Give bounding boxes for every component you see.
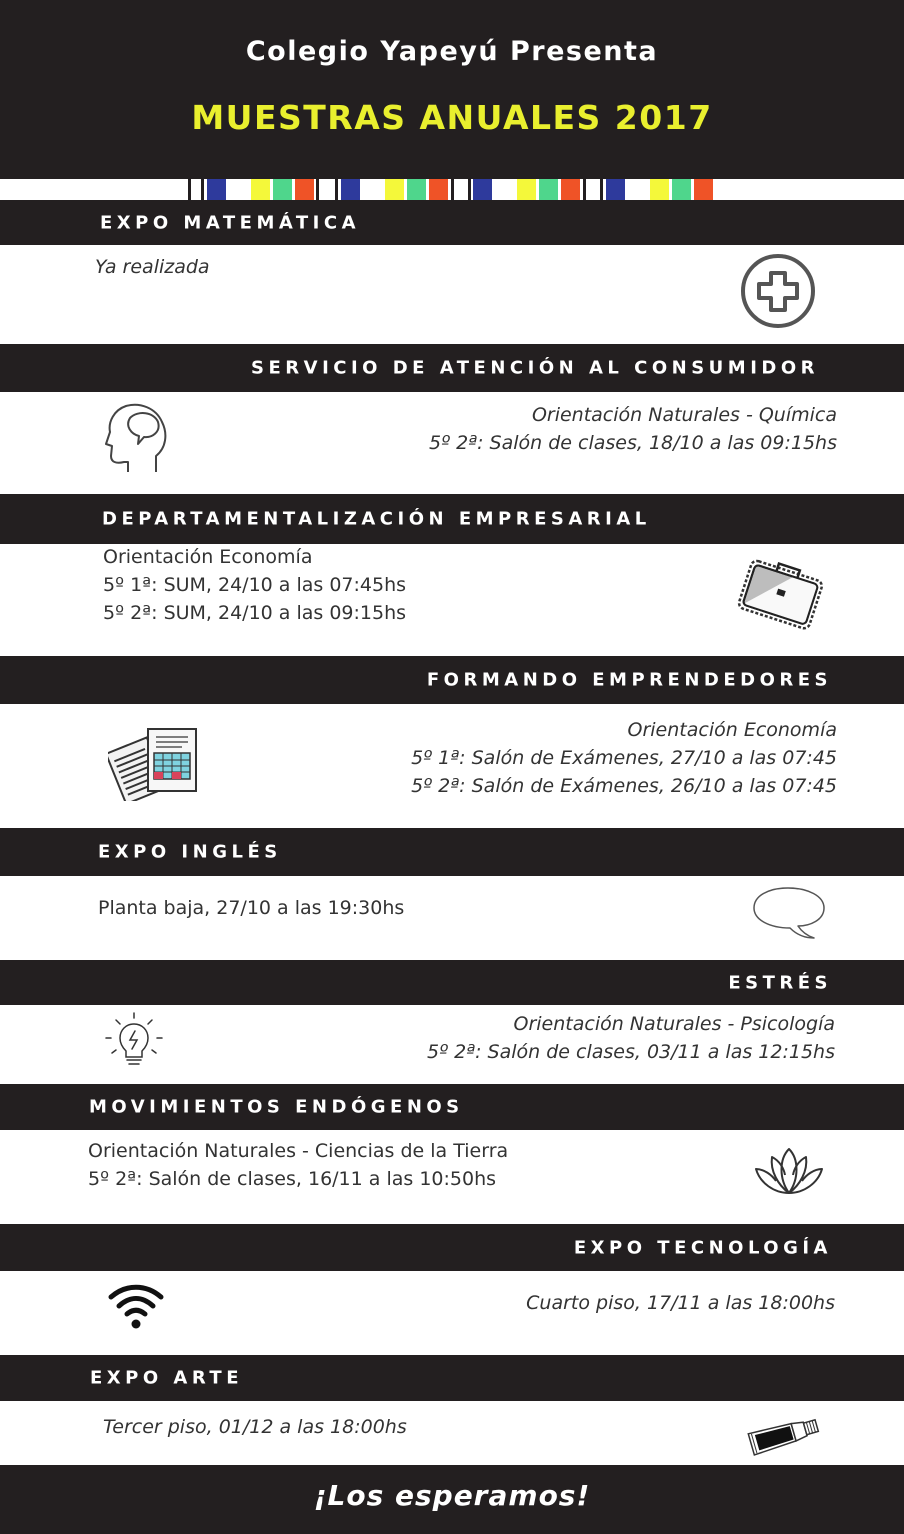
lotus-icon [750, 1145, 828, 1197]
header-banner [0, 0, 904, 179]
section-details [95, 253, 210, 281]
detail-line: 5º 2ª: Salón de Exámenes, 26/10 a las 07:45 [411, 775, 837, 797]
stripe-segment [539, 179, 558, 200]
stripe-divider [188, 179, 191, 200]
footer-banner [0, 1465, 904, 1534]
section-title: EXPO TECNOLOGÍA [573, 1237, 832, 1258]
section-title: ESTRÉS [728, 972, 832, 993]
section-details [88, 1137, 508, 1193]
stripe-segment [473, 179, 492, 200]
stripe-segment [694, 179, 713, 200]
detail-line: 5º 2ª: Salón de clases, 16/11 a las 10:50hs [88, 1168, 497, 1190]
stripe-divider [451, 179, 454, 200]
detail-line: 5º 1ª: Salón de Exámenes, 27/10 a las 07:45 [411, 747, 837, 769]
stripe-divider [468, 179, 471, 200]
section-bar-expo-arte [0, 1355, 904, 1401]
detail-line: Planta baja, 27/10 a las 19:30hs [98, 897, 405, 919]
presenter-line: Colegio Yapeyú Presenta [245, 36, 659, 67]
stripe-segment [628, 179, 647, 200]
stripe-segment [341, 179, 360, 200]
section-bar-departamentalizacion [0, 494, 904, 544]
stripe-divider [316, 179, 319, 200]
stripe-segment [561, 179, 580, 200]
stripe-segment [650, 179, 669, 200]
detail-line: 5º 2ª: SUM, 24/10 a las 09:15hs [103, 602, 407, 624]
section-bar-atencion-consumidor [0, 344, 904, 392]
stripe-segment [429, 179, 448, 200]
stripe-segment [229, 179, 248, 200]
stripe-segment [385, 179, 404, 200]
plus-circle-icon [740, 253, 818, 329]
detail-line: Cuarto piso, 17/11 a las 18:00hs [526, 1292, 835, 1314]
documents-icon [108, 725, 200, 801]
stripe-divider [335, 179, 338, 200]
section-title: EXPO ARTE [90, 1367, 243, 1389]
section-bar-formando-emprendedores [0, 656, 904, 704]
stripe-segment [273, 179, 292, 200]
section-details [427, 1010, 835, 1066]
section-title: DEPARTAMENTALIZACIÓN EMPRESARIAL [102, 508, 651, 530]
section-bar-expo-tecnologia [0, 1224, 904, 1271]
section-details [411, 716, 837, 800]
section-title: MOVIMIENTOS ENDÓGENOS [89, 1096, 464, 1118]
detail-line: 5º 2ª: Salón de clases, 18/10 a las 09:15hs [428, 432, 837, 454]
page-title: MUESTRAS ANUALES 2017 [191, 98, 713, 137]
detail-line: Tercer piso, 01/12 a las 18:00hs [103, 1416, 407, 1438]
section-title: SERVICIO DE ATENCIÓN AL CONSUMIDOR [251, 357, 819, 379]
section-bar-expo-ingles [0, 828, 904, 876]
stripe-segment [363, 179, 382, 200]
detail-line: Orientación Naturales - Psicología [513, 1013, 835, 1035]
section-bar-movimientos-endogenos [0, 1084, 904, 1130]
section-bar-estres [0, 960, 904, 1005]
section-details [526, 1289, 835, 1317]
stripe-divider [583, 179, 586, 200]
head-speech-icon [104, 400, 170, 474]
detail-line: Orientación Economía [103, 546, 313, 568]
section-bar-expo-matematica [0, 200, 904, 245]
stripe-segment [207, 179, 226, 200]
section-details [98, 894, 404, 922]
section-details [103, 543, 406, 627]
detail-line: 5º 2ª: Salón de clases, 03/11 a las 12:15hs [426, 1041, 835, 1063]
section-title: EXPO INGLÉS [98, 841, 282, 863]
stripe-segment [672, 179, 691, 200]
stripe-segment [251, 179, 270, 200]
briefcase-icon [736, 552, 828, 634]
speech-bubble-icon [750, 884, 828, 942]
stripe-segment [295, 179, 314, 200]
section-title: EXPO MATEMÁTICA [100, 212, 361, 233]
color-stripe-band [0, 179, 904, 200]
stripe-segment [495, 179, 514, 200]
detail-line: Orientación Naturales - Química [531, 404, 837, 426]
detail-line: Orientación Economía [627, 719, 837, 741]
wifi-icon [106, 1282, 166, 1330]
detail-line: 5º 1ª: SUM, 24/10 a las 07:45hs [103, 574, 407, 596]
section-title: FORMANDO EMPRENDEDORES [426, 669, 832, 691]
stripe-divider [201, 179, 204, 200]
paint-tube-icon [744, 1410, 824, 1460]
detail-line: Orientación Naturales - Ciencias de la Tierra [88, 1140, 509, 1162]
stripe-segment [517, 179, 536, 200]
footer-message: ¡Los esperamos! [313, 1479, 591, 1512]
stripe-divider [600, 179, 603, 200]
section-details [103, 1413, 407, 1441]
stripe-segment [606, 179, 625, 200]
section-details [429, 401, 837, 457]
stripe-segment [407, 179, 426, 200]
detail-line: Ya realizada [95, 256, 210, 278]
lightbulb-icon [102, 1011, 166, 1071]
